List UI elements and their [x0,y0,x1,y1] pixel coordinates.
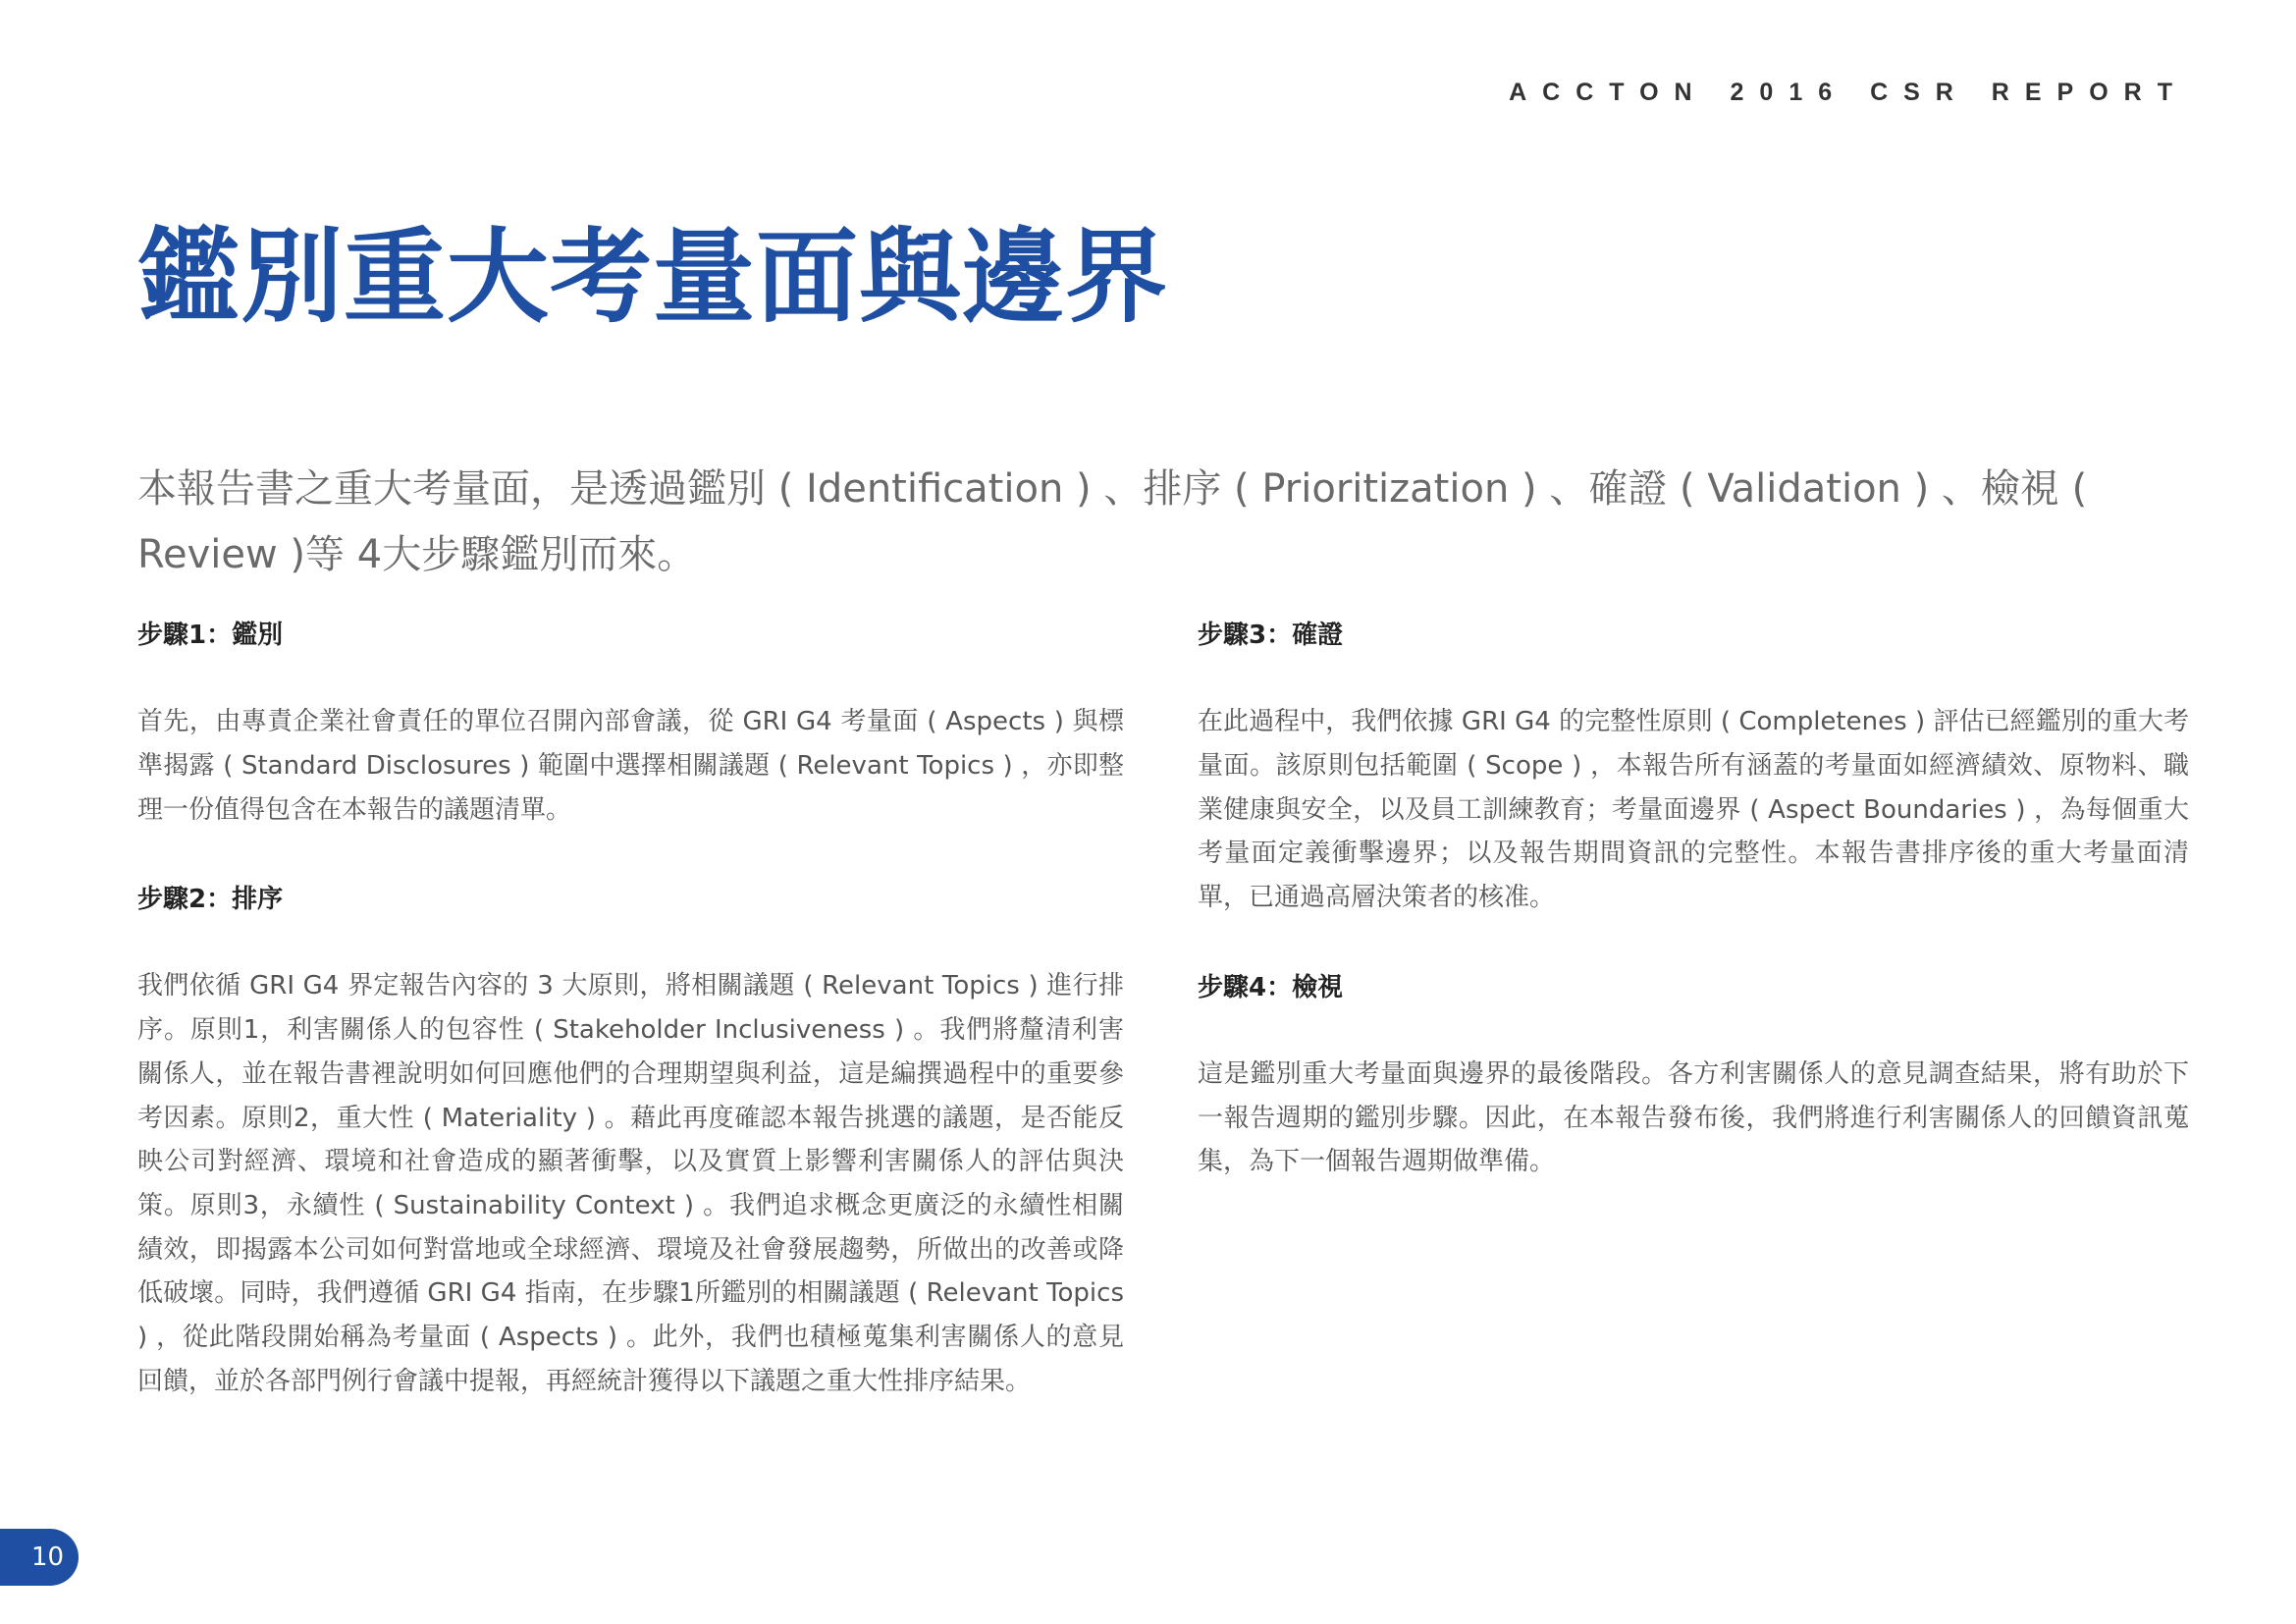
right-column [1198,621,2189,1237]
lead-paragraph: 本報告書之重大考量面，是透過鑑別 ( Identification ) 、排序 ( Prioritization ) 、確證 ( Validation ) 、檢視 ( Review )等 4大步驟鑑別而來。 [137,466,2088,577]
step3-body: 在此過程中，我們依據 GRI G4 的完整性原則 ( Completenes ) 評估已經鑑別的重大考量面。該原則包括範圍 ( Scope ) ，本報告所有涵蓋的考量面如經濟績效、原物料、職業健康與安全，以及員工訓練教育；考量面邊界 ( Aspect Boundaries ) ，為每個重大考量面定義衝擊邊界；以及報告期間資訊的完整性。本報告書排序後的重大考量面清單，已通過高層決策者的核准。 [1198,707,2189,912]
step4-body: 這是鑑別重大考量面與邊界的最後階段。各方利害關係人的意見調查結果，將有助於下一報告週期的鑑別步驟。因此，在本報告發布後，我們將進行利害關係人的回饋資訊蒐集，為下一個報告週期做準備。 [1198,1058,2189,1177]
left-column [137,621,1124,1457]
step1-body: 首先，由專責企業社會責任的單位召開內部會議，從 GRI G4 考量面 ( Aspects ) 與標準揭露 ( Standard Disclosures ) 範圍中選擇相關議題 ( Relevant Topics ) ，亦即整理一份值得包含在本報告的議題清單。 [137,707,1124,825]
page-number: 10 [31,1543,65,1572]
step3-heading: 步驟3：確證 [1198,621,1344,650]
step2-body: 我們依循 GRI G4 界定報告內容的 3 大原則，將相關議題 ( Relevant Topics ) 進行排序。原則1，利害關係人的包容性 ( Stakeholder Inclusiveness ) 。我們將釐清利害關係人，並在報告書裡說明如何回應他們的合理期望與利益，這是編撰過程中的重要參考因素。原則2，重大性 ( Materiality ) 。藉此再度確認本報告挑選的議題，是否能反映公司對經濟、環境和社會造成的顯著衝擊，以及實質上影響利害關係人的評估與決策。原則3，永續性 ( Sustainability Context ) 。我們追求概念更廣泛的永續性相關績效，即揭露本公司如何對當地或全球經濟、環境及社會發展趨勢，所做出的改善或降低破壞。同時，我們遵循 GRI G4 指南，在步驟1所鑑別的相關議題 ( Relevant Topics ) ，從此階段開始稱為考量面 ( Aspects ) 。此外，我們也積極蒐集利害關係人的意見回饋，並於各部門例行會議中提報，再經統計獲得以下議題之重大性排序結果。 [137,971,1124,1396]
step2-heading: 步驟2：排序 [137,885,284,915]
page-title: 鑑別重大考量面與邊界 [137,217,1169,337]
step4-heading: 步驟4：檢視 [1198,972,1344,1002]
step1-heading: 步驟1：鑑別 [137,621,284,650]
report-header: ACCTON 2016 CSR REPORT [1509,79,2188,106]
